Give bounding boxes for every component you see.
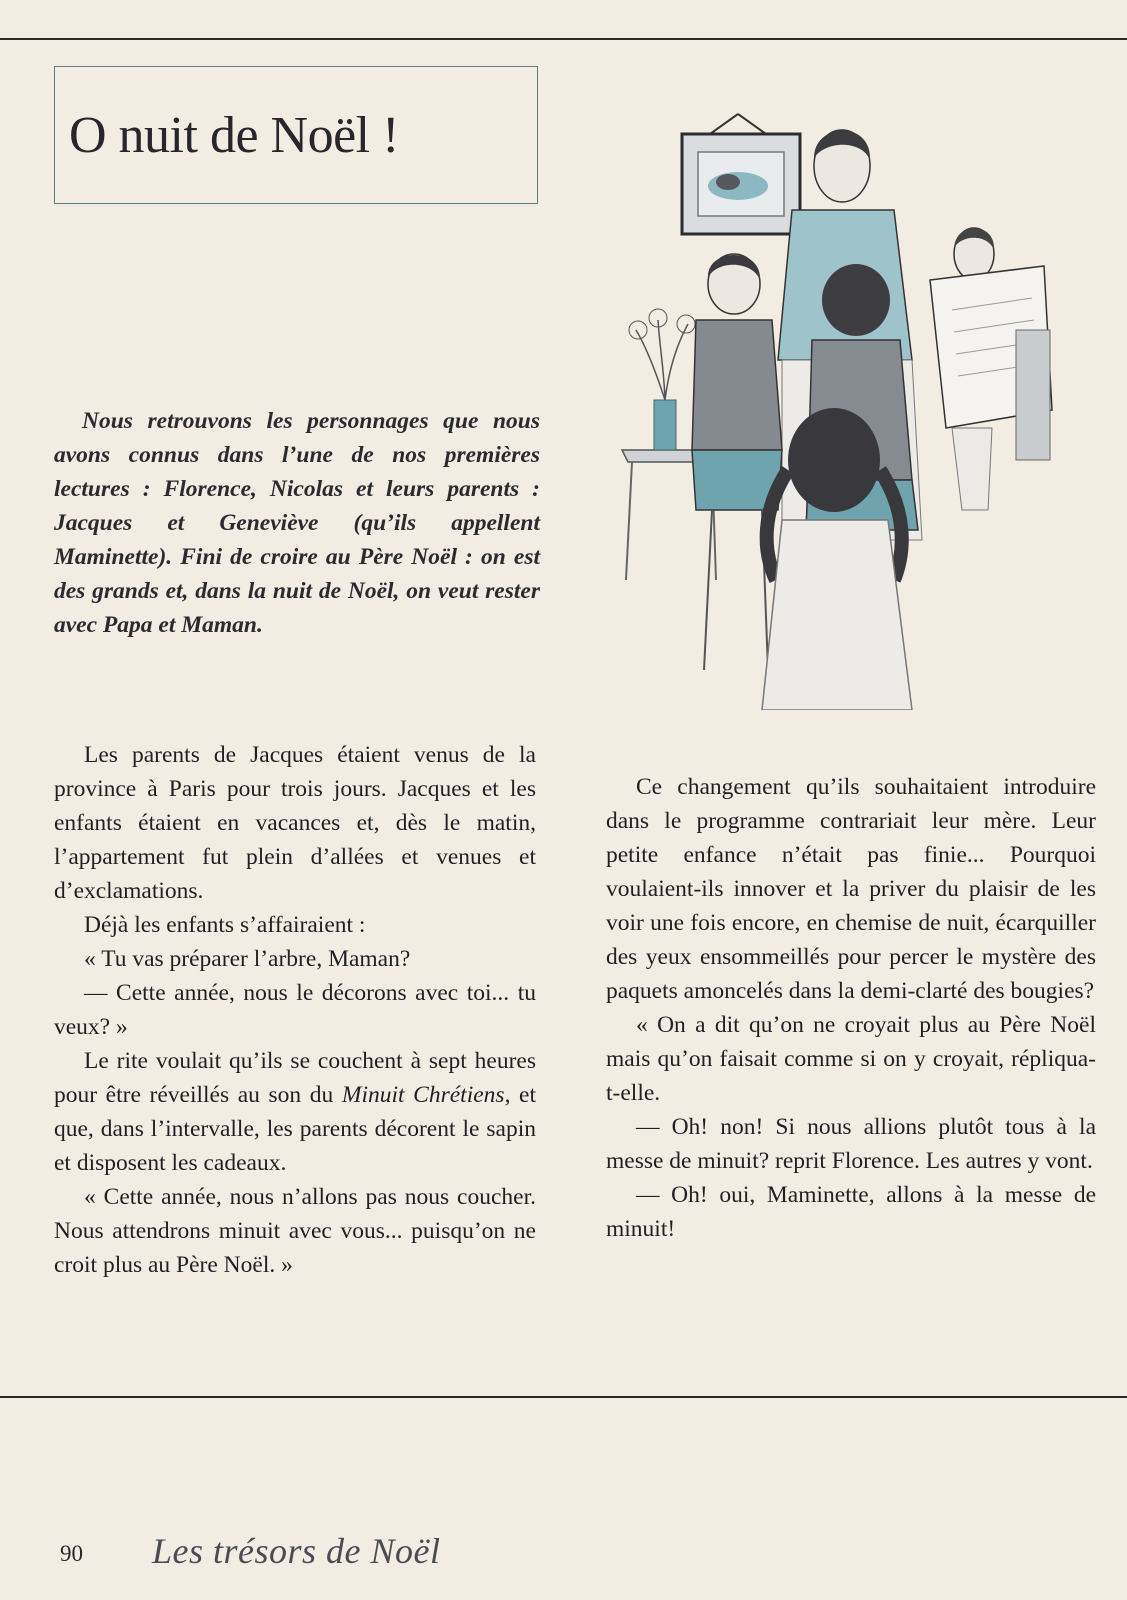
wall-picture — [682, 114, 800, 234]
father-with-newspaper — [930, 228, 1052, 510]
family-illustration — [612, 110, 1092, 710]
left-paragraph-5 — [54, 1044, 536, 1180]
right-paragraph-2: « On a dit qu’on ne croyait plus au Père Noël mais qu’on faisait comme si on y croyait, répliqua-t-elle. — [606, 1012, 1096, 1106]
boy-figure — [692, 254, 782, 670]
page-title: O nuit de Noël ! — [69, 106, 399, 164]
book-title: Les trésors de Noël — [152, 1531, 441, 1571]
left-paragraph-4: — Cette année, nous le décorons avec toi... tu veux? » — [54, 980, 536, 1040]
left-column — [54, 738, 536, 1282]
title-box — [54, 66, 538, 204]
top-rule — [0, 38, 1127, 40]
right-paragraph-4: — Oh! oui, Maminette, allons à la messe de minuit! — [606, 1182, 1096, 1242]
bottom-rule — [0, 1396, 1127, 1398]
right-paragraph-1: Ce changement qu’ils souhaitaient introduire dans le programme contrariait leur mère. Leur petite enfance n’était pas finie... Pourquoi voulaient-ils innover et la priver du plaisir de les voir une fois encore, en chemise de nuit, écarquiller des yeux ensommeillés pour percer le mystère des paquets amoncelés dans la demi-clarté des bougies? — [606, 774, 1096, 1004]
left-paragraph-3: « Tu vas préparer l’arbre, Maman? — [84, 946, 411, 972]
p5-before: Le rite voulait qu’ils se couchent à sept heures pour être réveillés au son du — [54, 1048, 536, 1108]
left-paragraph-6: « Cette année, nous n’allons pas nous coucher. Nous attendrons minuit avec vous... puisqu’on ne croit plus au Père Noël. » — [54, 1184, 536, 1278]
p5-after: , et que, dans l’intervalle, les parents décorent le sapin et disposent les cadeaux. — [54, 1082, 537, 1176]
left-paragraph-2: Déjà les enfants s’affairaient : — [84, 912, 366, 938]
right-paragraph-3: — Oh! non! Si nous allions plutôt tous à la messe de minuit? reprit Florence. Les autres y vont. — [606, 1114, 1096, 1174]
page-number: 90 — [60, 1541, 83, 1566]
intro-text — [54, 404, 540, 642]
intro-paragraph: Nous retrouvons les personnages que nous avons connus dans l’une de nos premières lectures : Florence, Nicolas et leurs parents : Jacques et Geneviève (qu’ils appellent Maminette). Fini de croire au Père Noël : on est des grands et, dans la nuit de Noël, on veut rester avec Papa et Maman. — [54, 408, 540, 638]
right-column — [606, 770, 1096, 1246]
left-paragraph-1: Les parents de Jacques étaient venus de la province à Paris pour trois jours. Jacques et les enfants étaient en vacances et, dès le matin, l’appartement fut plein d’allées et venues et d’exclamations. — [54, 742, 536, 904]
p5-italic: Minuit Chrétiens — [341, 1082, 505, 1108]
